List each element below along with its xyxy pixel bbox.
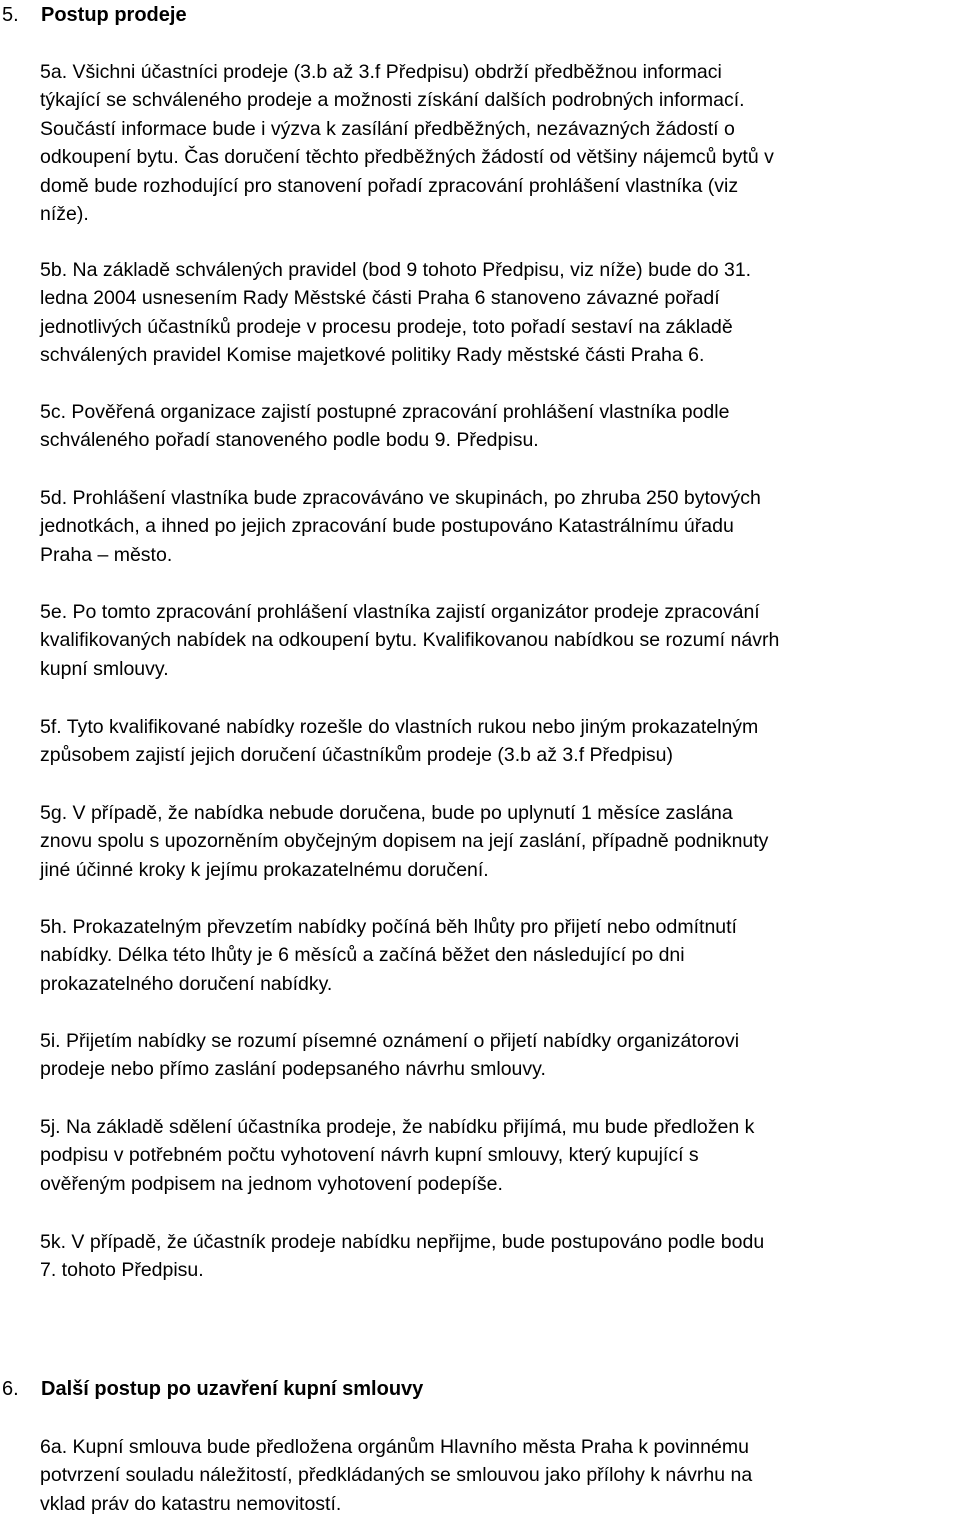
paragraph-5f (40, 713, 958, 770)
paragraph-5k (40, 1228, 958, 1285)
text-line: 7. tohoto Předpisu. (40, 1259, 204, 1282)
text-line: znovu spolu s upozorněním obyčejným dopisem na její zaslání, případně podniknuty (40, 830, 769, 853)
paragraph-5h (40, 913, 958, 998)
section-title: Další postup po uzavření kupní smlouvy (41, 1378, 424, 1400)
text-line: jednotkách, a ihned po jejich zpracování bude postupováno Katastrálnímu úřadu (40, 515, 734, 538)
paragraph-5a (40, 58, 958, 228)
section-heading-6 (2, 1375, 423, 1403)
text-line: podpisu v potřebném počtu vyhotovení návrh kupní smlouvy, který kupující s (40, 1144, 699, 1167)
paragraph-5g (40, 799, 958, 884)
text-line: Praha – město. (40, 543, 173, 566)
text-line: nabídky. Délka této lhůty je 6 měsíců a začíná běžet den následující po dni (40, 944, 685, 967)
text-line: jednotlivých účastníků prodeje v procesu prodeje, toto pořadí sestaví na základě (40, 315, 733, 338)
paragraph-5c (40, 398, 958, 455)
text-line: ověřeným podpisem na jednom vyhotovení podepíše. (40, 1172, 503, 1195)
section-heading-5 (2, 1, 187, 29)
paragraph-5i (40, 1027, 958, 1084)
section-number: 5. (2, 4, 19, 26)
text-line: domě bude rozhodující pro stanovení pořadí zpracování prohlášení vlastníka (viz (40, 174, 739, 197)
paragraph-5e (40, 598, 958, 683)
text-line: kupní smlouvy. (40, 657, 169, 680)
paragraph-5d (40, 484, 958, 569)
text-line: 5a. Všichni účastníci prodeje (3.b až 3.f Předpisu) obdrží předběžnou informaci (40, 61, 722, 83)
text-line: jiné účinné kroky k jejímu prokazatelnému doručení. (40, 858, 489, 881)
text-line: způsobem zajistí jejich doručení účastníkům prodeje (3.b až 3.f Předpisu) (40, 744, 673, 767)
text-line: 5b. Na základě schválených pravidel (bod 9 tohoto Předpisu, viz níže) bude do 31. (40, 259, 752, 281)
text-line: ledna 2004 usnesením Rady Městské části Praha 6 stanoveno závazné pořadí (40, 287, 720, 310)
text-line: schváleného pořadí stanoveného podle bodu 9. Předpisu. (40, 429, 539, 452)
paragraph-6a (40, 1433, 958, 1518)
text-line: schválených pravidel Komise majetkové politiky Rady městské části Praha 6. (40, 344, 705, 367)
text-line: 5j. Na základě sdělení účastníka prodeje, že nabídku přijímá, mu bude předložen k (40, 1116, 755, 1138)
text-line: 5c. Pověřená organizace zajistí postupné zpracování prohlášení vlastníka podle (40, 401, 730, 423)
text-line: 5f. Tyto kvalifikované nabídky rozešle do vlastních rukou nebo jiným prokazatelným (40, 716, 759, 738)
text-line: 5k. V případě, že účastník prodeje nabídku nepřijme, bude postupováno podle bodu (40, 1231, 765, 1253)
text-line: 5d. Prohlášení vlastníka bude zpracováváno ve skupinách, po zhruba 250 bytových (40, 487, 761, 509)
section-title: Postup prodeje (41, 4, 187, 26)
text-line: 5e. Po tomto zpracování prohlášení vlastníka zajistí organizátor prodeje zpracování (40, 601, 760, 623)
text-line: odkoupení bytu. Čas doručení těchto předběžných žádostí od většiny nájemců bytů v (40, 146, 774, 169)
text-line: 6a. Kupní smlouva bude předložena orgánům Hlavního města Praha k povinnému (40, 1436, 749, 1458)
text-line: prodeje nebo přímo zaslání podepsaného návrhu smlouvy. (40, 1058, 546, 1081)
text-line: týkající se schváleného prodeje a možnosti získání dalších podrobných informací. (40, 89, 745, 112)
text-line: prokazatelného doručení nabídky. (40, 972, 333, 995)
paragraph-5b (40, 256, 958, 370)
text-line: níže). (40, 203, 89, 226)
text-line: vklad práv do katastru nemovitostí. (40, 1492, 342, 1515)
paragraph-5j (40, 1113, 958, 1198)
section-number: 6. (2, 1378, 19, 1400)
text-line: 5h. Prokazatelným převzetím nabídky počíná běh lhůty pro přijetí nebo odmítnutí (40, 916, 737, 938)
text-line: Součástí informace bude i výzva k zasílání předběžných, nezávazných žádostí o (40, 117, 735, 140)
text-line: 5i. Přijetím nabídky se rozumí písemné oznámení o přijetí nabídky organizátorovi (40, 1030, 740, 1052)
text-line: potvrzení souladu náležitostí, předkládaných se smlouvou jako přílohy k návrhu na (40, 1464, 753, 1487)
text-line: kvalifikovaných nabídek na odkoupení bytu. Kvalifikovanou nabídkou se rozumí návrh (40, 629, 780, 652)
text-line: 5g. V případě, že nabídka nebude doručena, bude po uplynutí 1 měsíce zaslána (40, 802, 733, 824)
